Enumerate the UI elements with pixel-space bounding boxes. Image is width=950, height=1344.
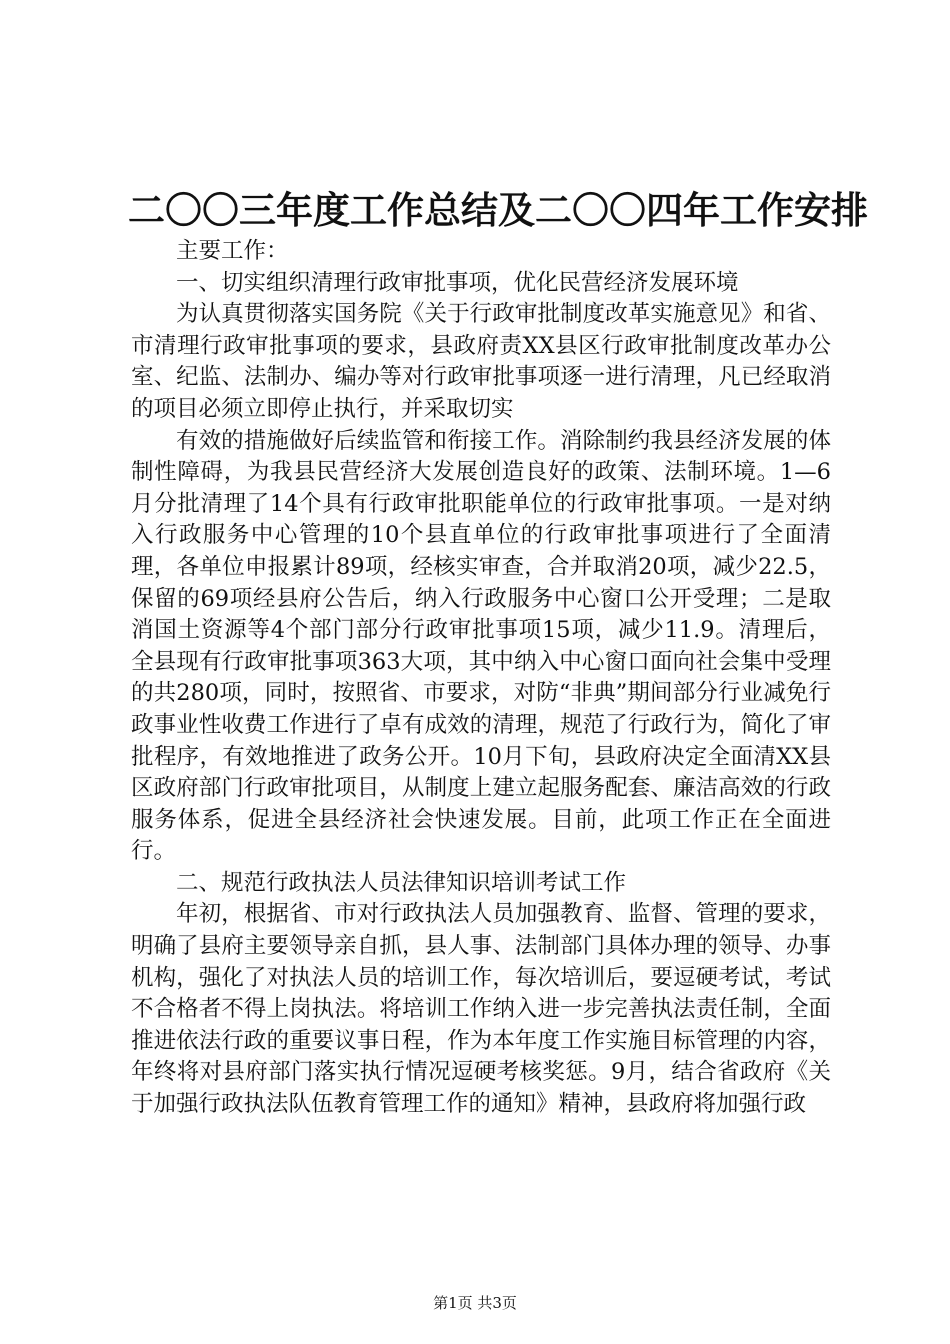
paragraph-2: 有效的措施做好后续监管和衔接工作。消除制约我县经济发展的体制性障碍，为我县民营经济大发展创造良好的政策、法制环境。1—6月分批清理了14个具有行政审批职能单位的行政审批事项。一是对纳入行政服务中心管理的10个县直单位的行政审批事项进行了全面清理，各单位申报累计89项，经核实审查，合并取消20项，减少22.5，保留的69项经县府公告后，纳入行政服务中心窗口公开受理；二是取消国土资源等4个部门部分行政审批事项15项，减少11.9。清理后，全县现有行政审批事项363大项，其中纳入中心窗口面向社会集中受理的共280项，同时，按照省、市要求，对防“非典”期间部分行业减免行政事业性收费工作进行了卓有成效的清理，规范了行政行为，简化了审批程序，有效地推进了政务公开。10月下旬，县政府决定全面清XX县区政府部门行政审批项目，从制度上建立起服务配套、廉洁高效的行政服务体系，促进全县经济社会快速发展。目前，此项工作正在全面进行。: [131, 427, 831, 865]
paragraph-3: 年初，根据省、市对行政执法人员加强教育、监督、管理的要求，明确了县府主要领导亲自抓，县人事、法制部门具体办理的领导、办事机构，强化了对执法人员的培训工作，每次培训后，要逗硬考试，考试不合格者不得上岗执法。将培训工作纳入进一步完善执法责任制，全面推进依法行政的重要议事日程，作为本年度工作实施目标管理的内容，年终将对县府部门落实执行情况逗硬考核奖惩。9月，结合省政府《关于加强行政执法队伍教育管理工作的通知》精神，县政府将加强行政: [131, 901, 831, 1118]
section-heading-2: 二、规范行政执法人员法律知识培训考试工作: [176, 869, 627, 896]
paragraph-1: 为认真贯彻落实国务院《关于行政审批制度改革实施意见》和省、市清理行政审批事项的要求，县政府责XX县区行政审批制度改革办公室、纪监、法制办、编办等对行政审批事项逐一进行清理，凡已经取消的项目必须立即停止执行，并采取切实: [131, 301, 831, 422]
section-heading-1: 一、切实组织清理行政审批事项，优化民营经济发展环境: [176, 269, 739, 296]
document-title: 二〇〇三年度工作总结及二〇〇四年工作安排: [128, 188, 868, 232]
page-footer: 第1页 共3页: [433, 1294, 517, 1312]
paragraph-main-work-label: 主要工作：: [176, 238, 289, 264]
document-body: [131, 236, 831, 1121]
